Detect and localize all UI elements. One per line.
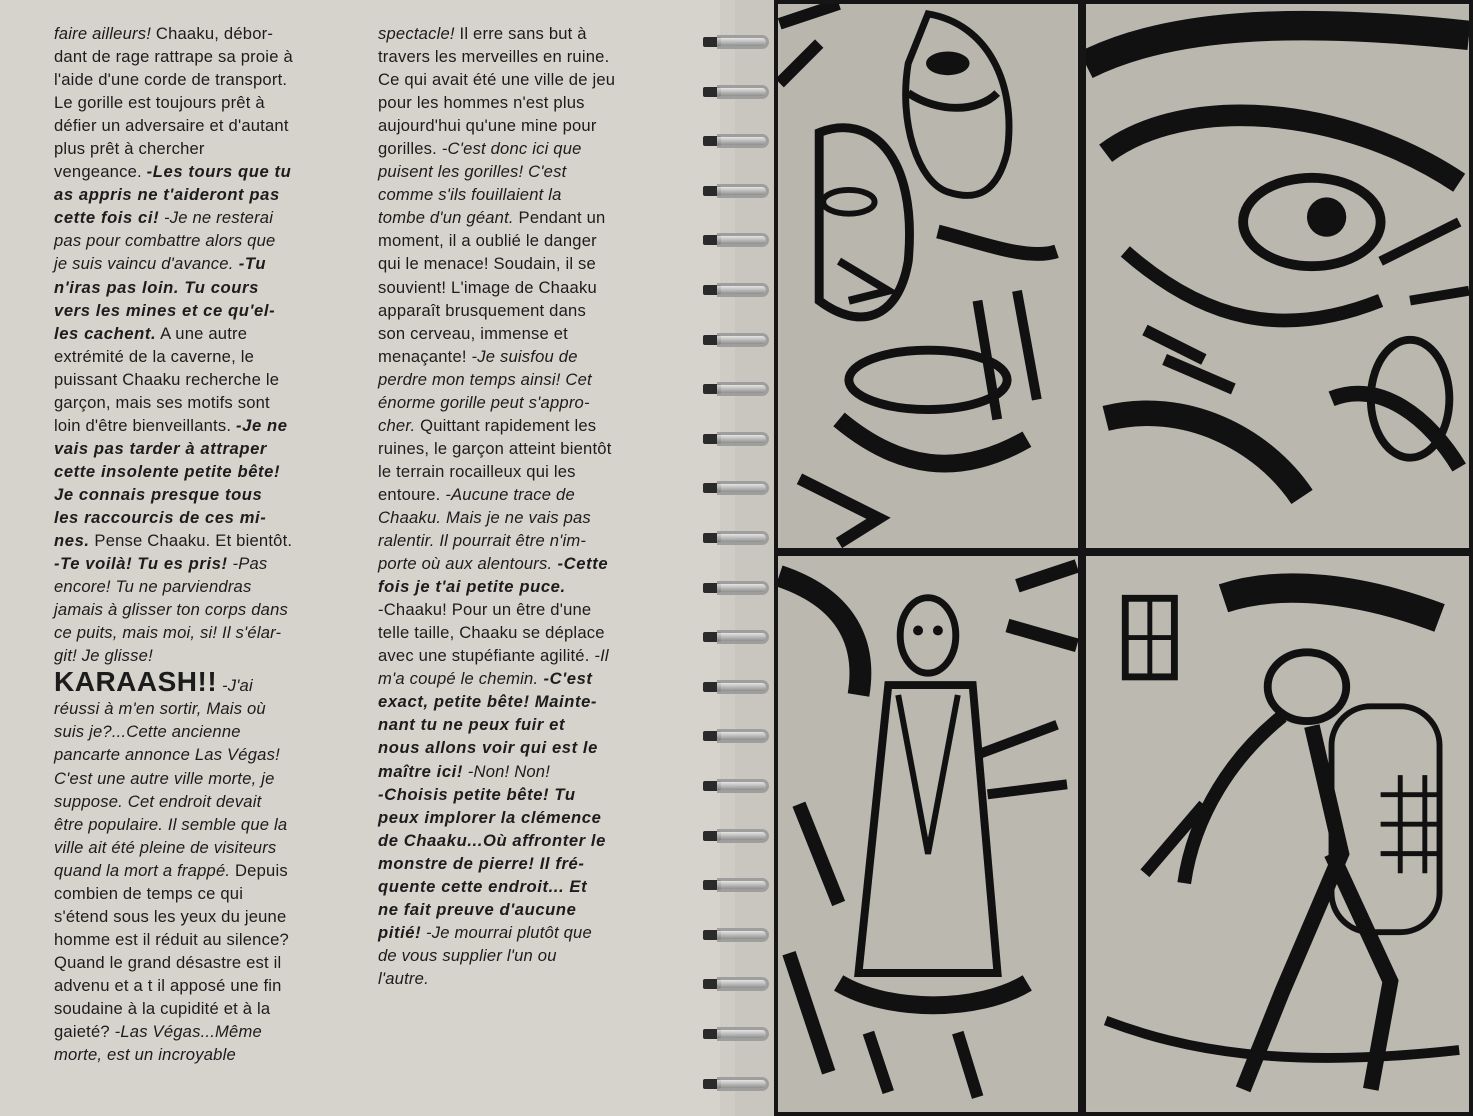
panel-bottom-right xyxy=(1082,552,1473,1116)
text-run: -Il m'a coupé le chemin. xyxy=(378,646,609,689)
running-figure-illustration xyxy=(1086,556,1469,1112)
wire-loop xyxy=(717,85,769,99)
face-closeup-illustration xyxy=(778,4,1078,548)
wire-loop xyxy=(717,481,769,495)
wire-loop xyxy=(717,134,769,148)
wire-loop xyxy=(717,928,769,942)
wire-loop xyxy=(717,630,769,644)
robed-figure-illustration xyxy=(778,556,1078,1112)
text-run: -J'ai réussi à m'en sortir, Mais où suis je?...Cette ancienne pancarte annonce Las Végas! C'est une autre ville morte, je suppose. Cet endroit devait être populaire. Il semble que la ville ait été pleine de visiteurs quand la mort a frappé. xyxy=(54,676,288,880)
spiral-ring xyxy=(703,581,769,595)
text-run: -Je suisfou de perdre mon temps ainsi! Cet énorme gorille peut s'appro- cher. xyxy=(378,346,592,435)
spiral-ring xyxy=(703,878,769,892)
text-run: -Chaaku! Pour un être d'une telle taille, Chaaku se déplace avec une stupéfiante agilité. xyxy=(378,600,605,666)
text-run: -Non! Non! xyxy=(467,761,551,781)
text-run: -Aucune trace de Chaaku. Mais je ne vais pas ralentir. Il pourrait être n'im- porte où aux alentours. xyxy=(378,484,591,574)
panel-top-left xyxy=(774,0,1082,552)
text-run: KARAASH!! xyxy=(54,666,218,698)
wire-loop xyxy=(717,333,769,347)
wire-loop xyxy=(717,184,769,198)
text-run: -Les tours que tu as appris ne t'aideront pas cette fois ci! xyxy=(54,162,292,228)
wire-loop xyxy=(717,977,769,991)
text-column-left xyxy=(54,22,354,1066)
wire-loop xyxy=(717,35,769,49)
spiral-ring xyxy=(703,184,769,198)
spiral-ring xyxy=(703,531,769,545)
text-run: spectacle! xyxy=(378,24,455,43)
spiral-ring xyxy=(703,680,769,694)
text-run: -Las Végas...Même morte, est un incroyable xyxy=(54,1022,262,1065)
spiral-ring xyxy=(703,928,769,942)
text-run: Quittant rapidement les ruines, le garçon atteint bientôt le terrain rocailleux qui les entoure. xyxy=(378,415,612,504)
text-run: -Je ne vais pas tarder à attraper cette insolente petite bête! Je connais presque tous les raccourcis de ces mi- nes. xyxy=(54,415,288,551)
text-run: Chaaku, débor- dant de rage rattrape sa proie à l'aide d'une corde de transport. Le gorille est toujours prêt à défier un adversaire et d'autant plus prêt à chercher vengeance. xyxy=(54,24,293,182)
spiral-ring xyxy=(703,1077,769,1091)
spiral-ring xyxy=(703,977,769,991)
spiral-ring xyxy=(703,283,769,297)
wire-loop xyxy=(717,1077,769,1091)
wire-loop xyxy=(717,829,769,843)
comic-panels xyxy=(770,0,1473,1116)
text-run: -C'est donc ici que puisent les gorilles! C'est comme s'ils fouillaient la tombe d'un géant. xyxy=(378,139,582,228)
wire-loop xyxy=(717,680,769,694)
spiral-ring xyxy=(703,481,769,495)
text-run: Pense Chaaku. Et bientôt. xyxy=(94,531,293,551)
spiral-binding xyxy=(703,30,773,1110)
text-run: faire ailleurs! xyxy=(54,24,152,43)
wire-loop xyxy=(717,382,769,396)
text-run: Depuis combien de temps ce qui s'étend sous les yeux du jeune homme est il réduit au silence? Quand le grand désastre est il advenu et a t il apposé une fin soudaine à la cupidité et à la gaieté? xyxy=(54,860,289,1042)
spiral-ring xyxy=(703,382,769,396)
wire-loop xyxy=(717,581,769,595)
text-run: -Choisis petite bête! Tu peux implorer la clémence de Chaaku...Où affronter le monstre de pierre! Il fré- quente cette endroit... Et ne fait preuve d'aucune pitié! xyxy=(378,784,606,942)
spiral-ring xyxy=(703,134,769,148)
spiral-ring xyxy=(703,729,769,743)
wire-loop xyxy=(717,233,769,247)
wire-loop xyxy=(717,531,769,545)
text-run: -Pas encore! Tu ne parviendras jamais à glisser ton corps dans ce puits, mais moi, si! Il s'élar- git! Je glisse! xyxy=(54,554,289,666)
panel-top-right xyxy=(1082,0,1473,552)
text-page xyxy=(0,0,720,1116)
spiral-ring xyxy=(703,829,769,843)
text-run: Pendant un moment, il a oublié le danger qui le menace! Soudain, il se souvient! L'image de Chaaku apparaît brusquement dans son cerveau, immense et menaçante! xyxy=(378,208,606,366)
text-run: Il erre sans but à travers les merveilles en ruine. Ce qui avait été une ville de jeu pour les hommes n'est plus aujourd'hui qu'une mine pour gorilles. xyxy=(378,24,616,159)
wire-loop xyxy=(717,729,769,743)
text-run: -Je ne resterai pas pour combattre alors que je suis vaincu d'avance. xyxy=(54,208,276,274)
wire-loop xyxy=(717,878,769,892)
wire-loop xyxy=(717,779,769,793)
panel-bottom-left xyxy=(774,552,1082,1116)
text-run: -Je mourrai plutôt que de vous supplier l'un ou l'autre. xyxy=(378,922,592,988)
spiral-ring xyxy=(703,1027,769,1041)
text-run: A une autre extrémité de la caverne, le puissant Chaaku recherche le garçon, mais ses motifs sont loin d'être bienveillants. xyxy=(54,323,280,435)
spiral-ring xyxy=(703,333,769,347)
spiral-ring xyxy=(703,233,769,247)
text-run: -Tu n'iras pas loin. Tu cours vers les mines et ce qu'el- les cachent. xyxy=(54,254,276,343)
spiral-ring xyxy=(703,779,769,793)
spiral-ring xyxy=(703,85,769,99)
text-column-right xyxy=(378,22,678,990)
wire-loop xyxy=(717,1027,769,1041)
spiral-ring xyxy=(703,630,769,644)
wire-loop xyxy=(717,283,769,297)
text-run: -Te voilà! Tu es pris! xyxy=(54,554,228,574)
wire-loop xyxy=(717,432,769,446)
eye-closeup-illustration xyxy=(1086,4,1469,548)
text-run: -Cette fois je t'ai petite puce. xyxy=(378,554,609,597)
spiral-ring xyxy=(703,432,769,446)
spiral-ring xyxy=(703,35,769,49)
text-run: -C'est exact, petite bête! Mainte- nant tu ne peux fuir et nous allons voir qui est le maître ici! xyxy=(378,669,598,781)
